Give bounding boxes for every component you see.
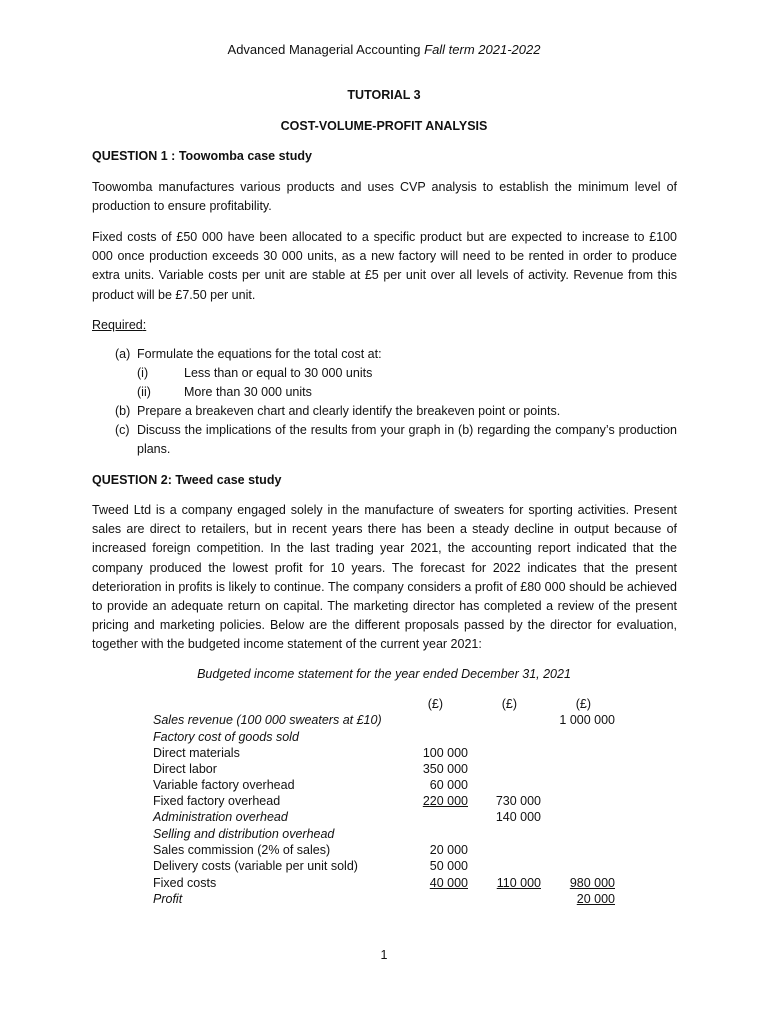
row-col-1: 50 000 [429, 859, 468, 873]
table-row [0, 745, 768, 761]
question-1-title: QUESTION 1 : Toowomba case study [92, 149, 312, 163]
table-caption: Budgeted income statement for the year ended December 31, 2021 [197, 667, 571, 681]
row-col-2: 110 000 [496, 876, 541, 890]
table-row [0, 826, 768, 842]
list-mark-b: (b) [115, 404, 131, 418]
sub-item-ii [0, 383, 768, 402]
table-row [0, 777, 768, 793]
sub-text-ii: More than 30 000 units [184, 385, 312, 399]
question-1-paragraph-1: Toowomba manufactures various products and uses CVP analysis to establish the minimum level of production to ensure profitability. [92, 180, 677, 214]
table-row [0, 793, 768, 809]
row-col-1: 60 000 [429, 778, 468, 792]
table-row [0, 761, 768, 777]
table-row [0, 875, 768, 891]
question-2-paragraph-1: Tweed Ltd is a company engaged solely in the manufacture of sweaters for sporting activities. Present sales are direct to retailers, but in recent years there has been a steady decline in output because of increased foreign competition. In the last trading year 2021, the accounting report indicated that the company produced the lowest profit for 10 years. The forecast for 2022 indicates that the present deterioration in profits is likely to continue. The company considers a profit of £80 000 should be achieved to provide an adequate return on capital. The marketing director has completed a review of the present pricing and marketing policies. Below are the different proposals passed by the director for evaluation, together with the budgeted income statement of the current year 2021: [92, 503, 677, 652]
sub-mark-ii: (ii) [137, 385, 151, 399]
table-row [0, 858, 768, 874]
table-row [0, 842, 768, 858]
list-text-b: Prepare a breakeven chart and clearly identify the breakeven point or points. [137, 404, 561, 418]
table-row [0, 809, 768, 825]
table-row [0, 712, 768, 728]
row-label: Direct labor [153, 762, 217, 776]
required-label: Required [92, 318, 143, 332]
row-label: Sales commission (2% of sales) [153, 843, 331, 857]
row-label: Administration overhead [153, 810, 288, 824]
row-col-3: 20 000 [576, 892, 615, 906]
list-item-c [0, 421, 768, 459]
row-label: Fixed factory overhead [153, 794, 281, 808]
row-label: Profit [153, 892, 183, 906]
tutorial-title: TUTORIAL 3 [347, 88, 421, 102]
row-col-1: 350 000 [422, 762, 468, 776]
term-label: Fall term 2021-2022 [424, 42, 541, 57]
row-label: Selling and distribution overhead [153, 827, 335, 841]
table-header-col-3: (£) [575, 697, 591, 711]
sub-text-i: Less than or equal to 30 000 units [184, 366, 373, 380]
page-number: 1 [380, 948, 388, 962]
row-label: Delivery costs (variable per unit sold) [153, 859, 358, 873]
table-row [0, 891, 768, 907]
row-label: Fixed costs [153, 876, 217, 890]
course-name: Advanced Managerial Accounting [227, 42, 421, 57]
table-header-col-1: (£) [427, 697, 443, 711]
row-col-3: 1 000 000 [559, 713, 615, 727]
row-label: Sales revenue (100 000 sweaters at £10) [153, 713, 382, 727]
row-col-2: 140 000 [495, 810, 541, 824]
list-item-a [0, 345, 768, 364]
list-text-a: Formulate the equations for the total cost at: [137, 347, 382, 361]
question-1-paragraph-2: Fixed costs of £50 000 have been allocated to a specific product but are expected to increase to £100 000 once production exceeds 30 000 units, as a new factory will need to be rented in order to produce extra units. Variable costs per unit are stable at £5 per unit over all levels of activity. Revenue from this product will be £7.50 per unit. [92, 230, 677, 302]
row-col-1: 220 000 [422, 794, 468, 808]
row-label: Factory cost of goods sold [153, 730, 299, 744]
row-label: Direct materials [153, 746, 240, 760]
table-row [0, 729, 768, 745]
tutorial-subtitle: COST-VOLUME-PROFIT ANALYSIS [280, 119, 488, 133]
table-header-row [0, 696, 768, 712]
sub-item-i [0, 364, 768, 383]
list-item-b [0, 402, 768, 421]
list-text-c: Discuss the implications of the results from your graph in (b) regarding the company’s production plans. [137, 423, 677, 456]
row-col-1: 100 000 [422, 746, 468, 760]
list-mark-c: (c) [115, 423, 130, 437]
required-heading: Required: [92, 318, 147, 332]
question-2-title: QUESTION 2: Tweed case study [92, 473, 282, 487]
row-label: Variable factory overhead [153, 778, 295, 792]
row-col-1: 40 000 [429, 876, 468, 890]
page-header [0, 42, 768, 58]
sub-mark-i: (i) [137, 366, 149, 380]
row-col-1: 20 000 [429, 843, 468, 857]
list-mark-a: (a) [115, 347, 131, 361]
row-col-2: 730 000 [495, 794, 541, 808]
row-col-3: 980 000 [569, 876, 615, 890]
table-header-col-2: (£) [501, 697, 517, 711]
